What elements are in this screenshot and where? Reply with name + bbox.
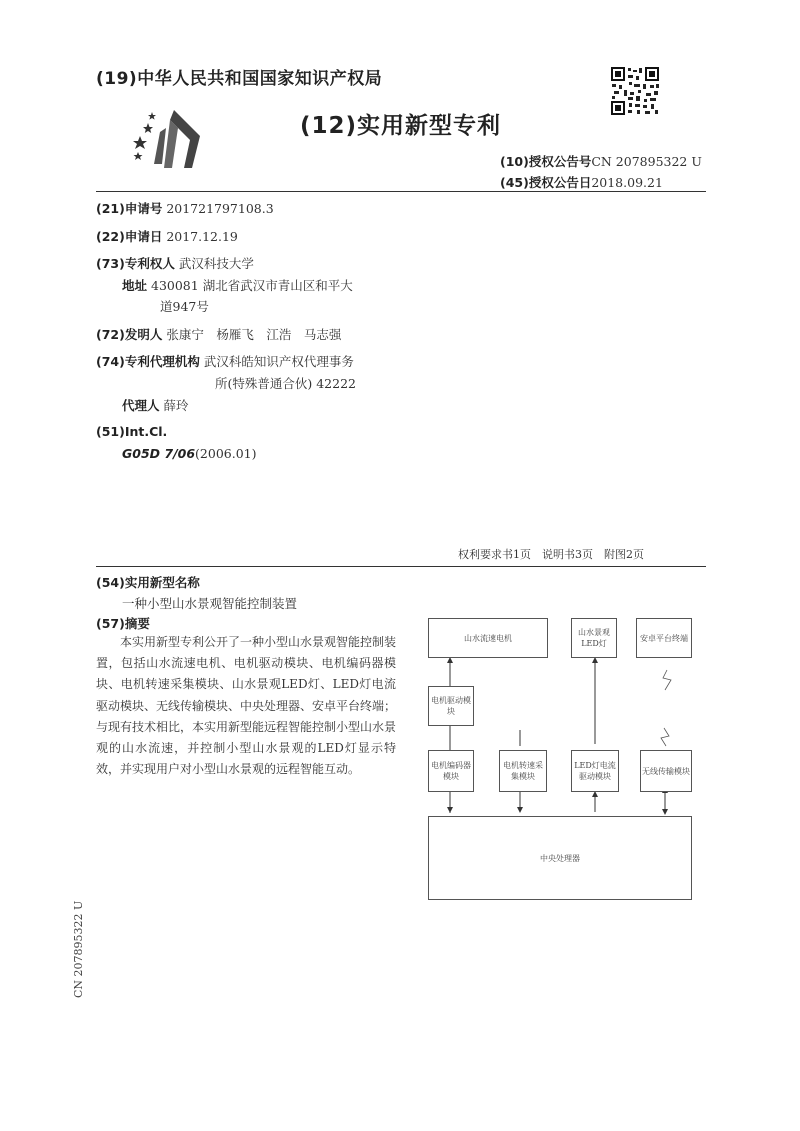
page-count-info: 权利要求书1页 说明书3页 附图2页 bbox=[458, 548, 644, 561]
agency-line-1: 武汉科皓知识产权代理事务 bbox=[203, 354, 354, 369]
motor-driver-box: 电机驱动模块 bbox=[428, 686, 474, 726]
intcl-label: (51)Int.Cl. bbox=[96, 424, 168, 439]
side-publication-number: CN 207895322 U bbox=[72, 900, 85, 998]
application-number: 201721797108.3 bbox=[166, 201, 274, 216]
intcl-year: (2006.01) bbox=[195, 446, 257, 461]
android-terminal-box: 安卓平台终端 bbox=[636, 618, 692, 658]
patentee-label: (73)专利权人 bbox=[96, 256, 175, 271]
utility-model-title: 一种小型山水景观智能控制装置 bbox=[122, 596, 298, 611]
patentee: 武汉科技大学 bbox=[178, 256, 254, 271]
address-label: 地址 bbox=[122, 278, 148, 293]
application-number-label: (21)申请号 bbox=[96, 201, 163, 216]
inventors-label: (72)发明人 bbox=[96, 327, 163, 342]
intcl-classification bbox=[122, 446, 257, 461]
address-line-1: 430081 湖北省武汉市青山区和平大 bbox=[151, 278, 353, 293]
led-driver-box: LED灯电流驱动模块 bbox=[571, 750, 619, 792]
application-date-row bbox=[96, 227, 238, 245]
application-number-row bbox=[96, 199, 274, 217]
inventors-row bbox=[96, 325, 341, 343]
abstract-label: (57)摘要 bbox=[96, 616, 150, 631]
agency-label: (74)专利代理机构 bbox=[96, 354, 200, 369]
wireless-link-upper bbox=[663, 670, 671, 690]
wireless-box: 无线传输模块 bbox=[640, 750, 692, 792]
agency-row bbox=[96, 352, 354, 370]
publication-date-row bbox=[500, 173, 663, 191]
cpu-box: 中央处理器 bbox=[428, 816, 692, 900]
publication-number-label: (10)授权公告号 bbox=[500, 154, 592, 169]
title-label: (54)实用新型名称 bbox=[96, 575, 200, 590]
header-divider bbox=[96, 191, 706, 192]
document-type: (12)实用新型专利 bbox=[300, 113, 502, 139]
publication-number: CN 207895322 U bbox=[591, 154, 702, 169]
inventors: 张康宁 杨雁飞 江浩 马志强 bbox=[166, 327, 342, 342]
office-name: (19)中华人民共和国国家知识产权局 bbox=[96, 69, 383, 89]
address-line-2: 道947号 bbox=[160, 299, 209, 314]
led-box: 山水景观LED灯 bbox=[571, 618, 617, 658]
wireless-link-lower bbox=[661, 728, 669, 746]
publication-date-label: (45)授权公告日 bbox=[500, 175, 592, 190]
abstract-text: 本实用新型专利公开了一种小型山水景观智能控制装置，包括山水流速电机、电机驱动模块、电机编码器模块、电机转速采集模块、山水景观LED灯、LED灯电流驱动模块、无线传输模块、中央处理器、安卓平台终端；与现有技术相比，本实用新型能远程智能控制小型山水景观的山水流速，并控制小型山水景观的LED灯显示特效，并实现用户对小型山水景观的远程智能互动。 bbox=[96, 635, 397, 777]
speed-acquisition-box: 电机转速采集模块 bbox=[499, 750, 547, 792]
publication-number-row bbox=[500, 152, 702, 170]
application-date: 2017.12.19 bbox=[166, 229, 238, 244]
section-divider bbox=[96, 566, 706, 567]
intcl-code: G05D 7/06 bbox=[122, 446, 196, 461]
address-row bbox=[122, 276, 353, 294]
agent: 薛玲 bbox=[163, 398, 189, 413]
patentee-row bbox=[96, 254, 254, 272]
agent-row bbox=[122, 396, 189, 414]
motor-box: 山水流速电机 bbox=[428, 618, 548, 658]
encoder-box: 电机编码器模块 bbox=[428, 750, 474, 792]
publication-date: 2018.09.21 bbox=[591, 175, 663, 190]
qr-code bbox=[610, 66, 660, 116]
application-date-label: (22)申请日 bbox=[96, 229, 163, 244]
agency-line-2: 所(特殊普通合伙) 42222 bbox=[215, 376, 356, 391]
agent-label: 代理人 bbox=[122, 398, 160, 413]
cnipa-emblem bbox=[130, 108, 210, 170]
